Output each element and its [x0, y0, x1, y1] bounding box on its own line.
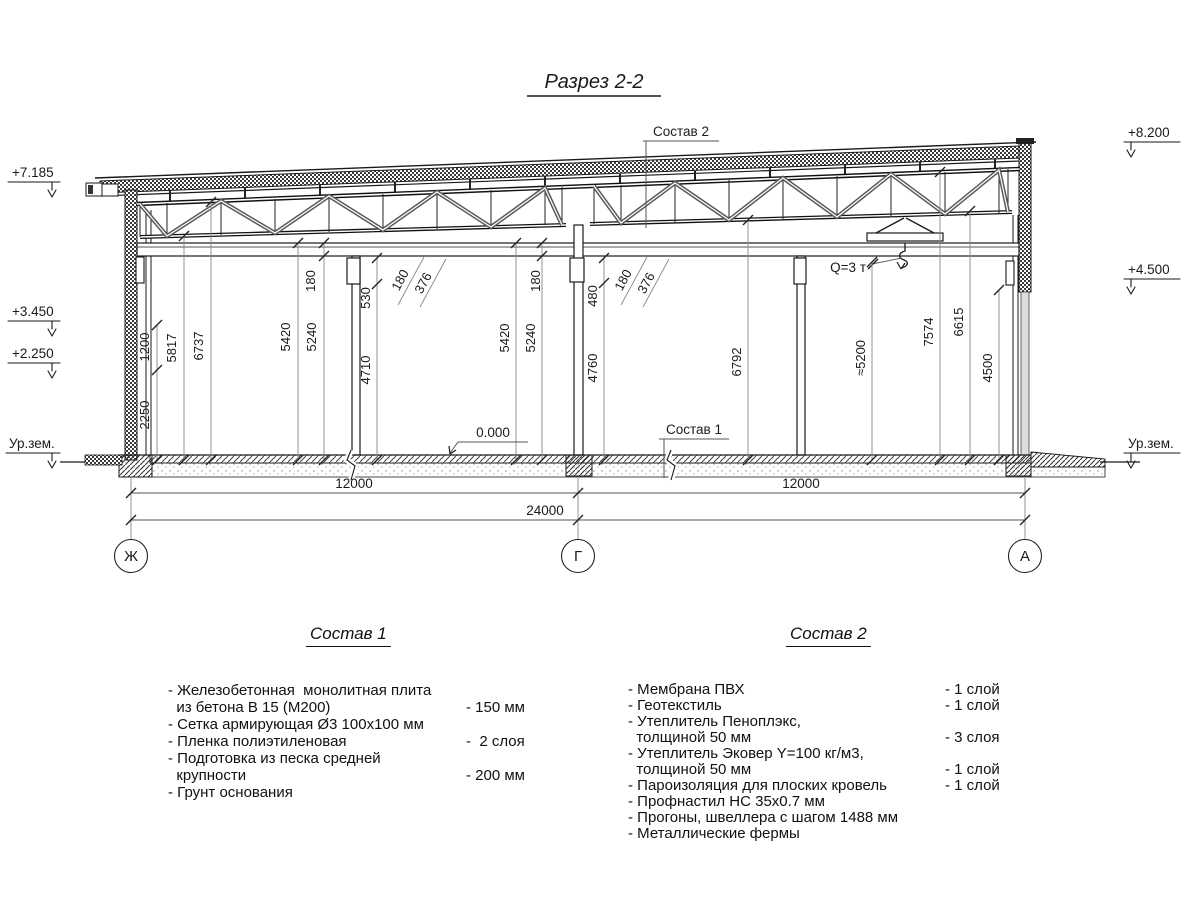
page-title: Разрез 2-2	[544, 71, 644, 93]
dim-376-b: 376	[634, 269, 658, 296]
item-value: - 150 мм	[466, 699, 525, 716]
item-text: крупности	[168, 767, 247, 784]
right-wall-panel-lower	[1021, 292, 1029, 455]
item-text: толщиной 50 мм	[628, 761, 752, 778]
list-item	[628, 762, 1038, 778]
item-value: - 1 слой	[945, 777, 1000, 794]
dimensions-vertical	[137, 167, 1004, 465]
column-mid-left	[352, 256, 360, 455]
column-mid-right	[797, 256, 805, 455]
dim-6792: 6792	[729, 347, 744, 377]
hanger-right-wall	[1006, 261, 1014, 285]
left-wall-panel	[125, 190, 137, 460]
dim-5240-b: 5240	[523, 323, 538, 353]
list-item	[628, 746, 1038, 762]
list-item	[628, 778, 1038, 794]
item-text: - Грунт основания	[168, 784, 293, 801]
axis-label-a: А	[1019, 548, 1031, 565]
elev-ground-right: Ур.зем.	[1128, 436, 1174, 451]
elev-3450: +3.450	[12, 304, 54, 319]
dim-180-d: 180	[611, 266, 635, 293]
list-item	[168, 784, 568, 801]
callout-sostav1-label: Состав 1	[666, 422, 722, 437]
hanger-mid-right	[794, 258, 806, 284]
crane-capacity-label: Q=3 т	[830, 260, 866, 275]
dim-530: 530	[358, 287, 373, 309]
item-text: - Железобетонная монолитная плита	[168, 682, 432, 699]
sostav2-list	[628, 682, 1038, 842]
list-item	[628, 698, 1038, 714]
list-item	[168, 733, 568, 750]
elev-ground-left-symbol	[6, 453, 60, 468]
axis-label-g: Г	[573, 548, 583, 565]
roof-left-bracket	[102, 184, 118, 196]
list-item	[168, 682, 568, 699]
callout-sostav2-label: Состав 2	[653, 124, 709, 139]
hanger-mid-left	[347, 258, 360, 284]
list-item	[628, 826, 1038, 842]
dim-4710: 4710	[358, 355, 373, 385]
elev-2250: +2.250	[12, 346, 54, 361]
list-item	[628, 682, 1038, 698]
ramp-right	[1031, 452, 1105, 467]
list-item	[168, 750, 568, 767]
foundation-mid	[566, 455, 592, 476]
list-item	[168, 767, 568, 784]
dim-5817: 5817	[164, 333, 179, 363]
item-value: - 1 слой	[945, 697, 1000, 714]
dim-480: 480	[585, 285, 600, 307]
elev-8200-symbol	[1124, 142, 1180, 157]
item-text: - Сетка армирующая Ø3 100х100 мм	[168, 716, 424, 733]
elev-7185-symbol	[8, 182, 60, 197]
item-text: - Утеплитель Эковер Y=100 кг/м3,	[628, 745, 864, 762]
sostav1-title: Состав 1	[306, 624, 391, 647]
dim-6737: 6737	[191, 331, 206, 361]
item-value: - 1 слой	[945, 761, 1000, 778]
right-wall-panel-upper	[1019, 143, 1031, 292]
dim-4760: 4760	[585, 353, 600, 383]
sheet-title	[527, 71, 661, 96]
item-value: - 2 слоя	[466, 733, 525, 750]
list-item	[628, 810, 1038, 826]
foundation-left	[119, 455, 152, 477]
list-item	[628, 794, 1038, 810]
dim-376-a: 376	[411, 269, 435, 296]
elev-7185: +7.185	[12, 165, 54, 180]
sostav1-list	[168, 682, 568, 801]
dim-180-c: 180	[528, 270, 543, 292]
foundation-right	[1006, 455, 1031, 476]
dim-7574: 7574	[921, 317, 936, 347]
item-text: - Подготовка из песка средней	[168, 750, 381, 767]
elev-8200: +8.200	[1128, 125, 1170, 140]
roof-left-endcap-core	[88, 185, 93, 194]
hoist-hook-arrow	[897, 262, 905, 269]
item-text: толщиной 50 мм	[628, 729, 752, 746]
hanger-left-wall	[136, 257, 144, 283]
item-text: - Пароизоляция для плоских кровель	[628, 777, 887, 794]
ramp-right-base	[1031, 467, 1105, 477]
elev-ground-right-symbol	[1124, 453, 1180, 468]
item-value: - 3 слоя	[945, 729, 1000, 746]
dim-5240-a: 5240	[304, 322, 319, 352]
apron-left	[85, 455, 122, 465]
columns	[136, 225, 1014, 455]
item-text: - Мембрана ПВХ	[628, 681, 745, 698]
hoist-bar	[867, 233, 943, 241]
item-text: - Геотекстиль	[628, 697, 722, 714]
item-value: - 1 слой	[945, 681, 1000, 698]
axis-extension-lines	[131, 478, 1025, 540]
dim-1200: 1200	[137, 332, 152, 362]
dim-180-a: 180	[303, 270, 318, 292]
list-item	[168, 716, 568, 733]
dim-180-b: 180	[388, 266, 412, 293]
list-item	[168, 699, 568, 716]
item-text: - Профнастил НС 35х0.7 мм	[628, 793, 825, 810]
dimensions-horizontal	[126, 476, 1030, 540]
dim-4500: 4500	[980, 353, 995, 383]
item-value: - 200 мм	[466, 767, 525, 784]
elev-4500: +4.500	[1128, 262, 1170, 277]
elev-4500-symbol	[1124, 279, 1180, 294]
right-parapet-cap	[1016, 138, 1034, 144]
item-text: - Металлические фермы	[628, 825, 800, 842]
dim-5200: ≈5200	[853, 339, 868, 377]
dim-2250: 2250	[137, 400, 152, 430]
elev-2250-symbol	[8, 363, 60, 378]
sostav2-title: Состав 2	[786, 624, 871, 647]
elev-ground-left: Ур.зем.	[9, 436, 55, 451]
axis-label-zh: Ж	[124, 548, 138, 565]
hanger-axis-g	[570, 258, 584, 282]
dim-span1: 12000	[335, 476, 373, 491]
dim-5420-a: 5420	[278, 322, 293, 352]
dim-6615: 6615	[951, 307, 966, 337]
item-text: из бетона В 15 (М200)	[168, 699, 331, 716]
hoist-legs	[876, 218, 934, 233]
dim-total: 24000	[526, 503, 564, 518]
item-text: - Утеплитель Пеноплэкс,	[628, 713, 801, 730]
item-text: - Прогоны, швеллера с шагом 1488 мм	[628, 809, 899, 826]
floor	[60, 450, 1140, 480]
truss2-bottom-chord-gap	[590, 212, 1012, 224]
dim-span2: 12000	[782, 476, 820, 491]
callout-zero-label: 0.000	[476, 425, 510, 440]
elev-3450-symbol	[8, 321, 60, 336]
item-text: - Пленка полиэтиленовая	[168, 733, 347, 750]
list-item	[628, 730, 1038, 746]
dim-5420-b: 5420	[497, 323, 512, 353]
truss1-bottom-chord-gap	[140, 225, 566, 237]
axis-markers	[115, 540, 1042, 573]
list-item	[628, 714, 1038, 730]
